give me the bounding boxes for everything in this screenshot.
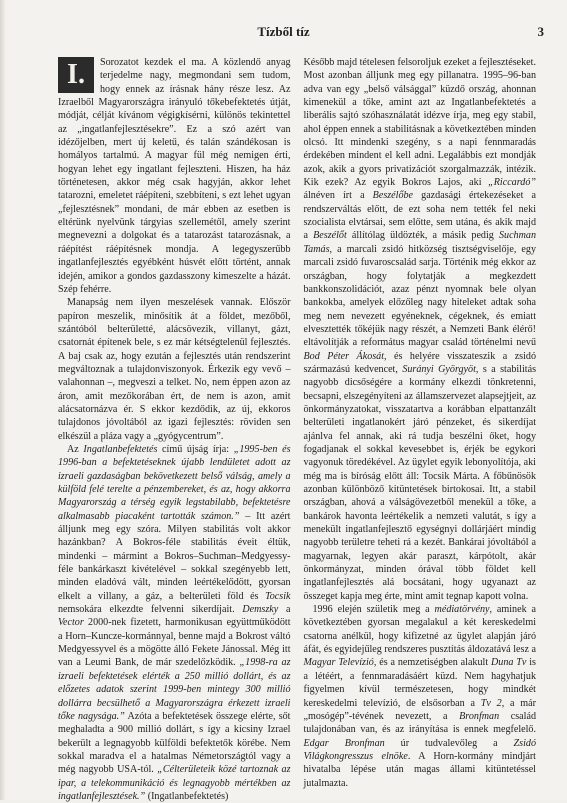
italic-text: Surányi Györgyöt (402, 363, 476, 375)
text-run: Azóta a befektetések összege elérte, sőt meghaladta a 900 millió dollárt, s így a kicsiny Izrael bekerült a legnagyobb külföldi befektetők körébe. Nem sokkal maradva el a hatalmas Németországtól vagy a még nagyobb USA-tól. (58, 710, 291, 776)
page-number: 3 (537, 24, 544, 39)
italic-text: Zsidó Világkongresszus elnöke (303, 737, 536, 762)
italic-text: Bod Péter Ákosát (303, 350, 385, 362)
text-run: . A Horn-kormány mindjárt hivatalba lépése után magas állami kitüntetéssel jutalmazta. (303, 750, 536, 789)
text-run: című újság írja: (157, 443, 234, 455)
text-run: – Itt azért álljunk meg egy szóra. Milyen stabilitás volt akkor hazánkban? A Bokros-féle stabilitás éveit éltük, mindenki – mármint a Bokros–Suchman–Medgyessy-féle bankárkaszt kivételével – sokkal szegényebb lett, minden eladóvá vált, minden leértékelődött, gyorsan elkelt a villany, a gáz, a belterületi föld és (58, 510, 291, 602)
paragraph-text: Manapság nem ilyen meszelések vannak. Először papíron meszelik, minősítik át a földet, mezőből, szántóból belterületté, alácsövezik, villanyt, gázt, csatornát építenek bele, s ez már kétségtelenül fejlesztés. A baj csak az, hogy ezután a fejlesztés után rendszerint megváltoznak a tulajdonviszonyok. Érkezik egy vevő – valahonnan –, megveszi a telket. No, nem éppen azon az áron, amit mezőkorában ért, de nem is azon, amit alácsatornázva ér. S ekkor kezdődik, az új, ekkoros tulajdonos jóvoltából az igazi fejlesztés: röviden sen elkészül a pláza vagy a „gyógycentrum”. (58, 297, 291, 442)
italic-text: Beszélőbe (372, 190, 414, 202)
text-run: úr tudvalevőleg a (384, 737, 514, 749)
running-title: Tízből tíz (257, 24, 310, 39)
text-run: , s a stabilitás nagyobb dicsőségére a kormány elkezdi tönkretenni, becsapni, elszegényíteni az államszervezet alapsejtjeit, az önkormányzatokat, visszatartva a korábban elpattanzált belterületi ingatlanokért járó pénzeket, és sikerdíjat ajánlva fel annak, aki rá tudja beszélni őket, hogy fogadjanak el sokkal kevesebbet is, érjék be egykori vagyonuk töredékével. Az ügylet egyik lebonyolítója, aki még ma is bíróság előtt áll: Tocsik Márta. A főbűnösök azonban különböző kitüntetések birtokosai. Itt, a stabil országban, ahová a válságövezetből menekül a tőke, a bankárok havonta leértékelik a nemzeti valutát, s így a menekült ingatlanfejlesztő egységnyi dollárjáért mindig nagyobb területre teheti rá a kezét. Bankárai jóvoltából a magyarnak, legyen akár paraszt, kárpótolt, akár önkormányzat, minden órával több földet kell ingatlanfejlesztés alá bocsátani, hogy ugyanazt az összeget kapja meg érte, mint amit tegnap kapott volna. (303, 363, 536, 602)
italic-text: Tocsik (265, 590, 291, 602)
italic-text: Bronfman (459, 710, 500, 722)
italic-text: Suchman Tamás (303, 230, 536, 255)
italic-text: médiatörvény (434, 604, 490, 616)
paragraph-text: Sorozatot kezdek el ma. A közlendő anyag terjedelme nagy, megmondani sem tudom, hogy ennek az írásnak hány része lesz. Az Izraelből Magyarországra irányuló tőkebefektetés útját, módját, célját kívánom végigkísérni, különös tekintettel az „ingatlanfejlesztésekre”. Ez a szó azért van idézőjelben, mert új keletű, és talán szándékosan is homályos tartalmú. A magyar fül még nemigen érti, hogyan lehet egy ingatlant fejleszteni. Hiszen, ha ház történetesen, akkor még csak hagyján, akkor lehet tatarozni, emeletet ráépíteni, szebbíteni, s ezt lehet ugyan „fejlesztésnek” mondani, de már ebben az esetben is eltérünk nyelvünk tárgyias szellemétől, amely szerint megnevezni a dolgokat és a tatarozást tatarozásnak, a ráépítést ráépítésnek mondja. A legegyszerűbb ingatlanfejlesztés egyébként húsvét előtt történt, annak idején, amikor a gondos gazdasszony kimeszelte a házát. Szép fehérre. (58, 57, 291, 295)
text-run: Később majd tételesen felsoroljuk ezeket a fejlesztéseket. Most azonban álljunk meg egy pillanatra. 1995–96-ban adva van egy „belső válsággal” küzdő ország, ahonnan kimenekül a tőke, amint azt az Ingatlanbefektetés a liberális sajtó szóhasználatát idézve írja, meg egy stabil, ahol éppen ennek a stabilitásnak a következtében minden olcsó. Itt mindenki szegény, s a napi fennmaradás érdekében mindent el kell adni. Legalábbis ezt mondják azok, akik a gyors privatizációt szorgalmazzák, intézik. Kik ezek? Az egyik Bokros Lajos, aki (303, 57, 536, 189)
italic-text: Duna Tv (491, 657, 527, 669)
paragraph (58, 443, 291, 803)
text-run: (Ingatlanbefektetés) (145, 790, 229, 802)
text-run: a (278, 604, 291, 616)
paragraph (58, 56, 291, 296)
text-run: , aminek a következtében gyorsan megalakul a két kereskedelmi csatorna anélkül, hogy kifizetné az ügylet alapján járó áfát, és egyidejűleg rendszeres pusztítás áldozatává lesz a (303, 604, 536, 656)
italic-text: „Riccardó” (488, 177, 536, 189)
text-run: , a már „mosógép”-tévének nevezett, a (303, 697, 536, 722)
italic-quote: „Célterületeik közé tartoznak az ipar, a telekommunikáció és legnagyobb mértékben az ingatlanfejlesztések.” (58, 764, 291, 802)
paragraph (304, 603, 537, 790)
italic-text: Edgar Bronfman (303, 737, 385, 749)
paragraph (58, 296, 291, 443)
italic-quote: „1998-ra az izraeli befektetések elérték a 250 millió dollárt, és az előzetes adatok szerint 1999-ben mintegy 300 millió dollárra becsülhető a Magyarországra érkezett izraeli tőke nagysága.” (58, 657, 291, 722)
left-column (58, 56, 291, 802)
paragraph (304, 56, 537, 603)
italic-text: Magyar Televízió (303, 657, 374, 669)
italic-text: Ingatlanbefektetés (83, 443, 158, 455)
page-fold-shadow (0, 0, 6, 800)
right-column (303, 56, 537, 789)
dropcap-numeral: I. (58, 57, 94, 93)
text-run: , a marcali zsidó hitközség tisztségviselője, egy marcali zsidó fuvaroscsalád sarja. Történik még ekkor az országban, hogy folytatják a megkezdett bankkonszolidációt, azaz pénzt nyomnak bele olyan bankokba, amelyek előzőleg nagy hiteleket adtak soha meg nem nevezett egyéneknek, cégeknek, és emiatt elvesztették tőkéjük nagy részét, a Nemzeti Bank élérő! eltávolítják a református magyar család történelmi nevű (303, 243, 536, 349)
italic-quote: „1995-ben és 1996-ban a befektetéseknek újabb lendületet adott az izraeli gazdaságban bekövetkezett belső válság, amely a külföld felé terelte a pénzembereket, és az, hogy akkorra Magyarország a térség egyik legstabilabb, befektetésre alkalmasabb piacaként tartották számon.” (58, 443, 291, 522)
text-run: 1996 elején születik meg a (312, 604, 435, 616)
text-run: gazdasági értekezéseket a rendszerváltás előtt, de ezt soha nem tették fel neki szocialista elvtársai, sem előtte, sem utána, és akik majd a (303, 190, 537, 242)
text-run: , és helyére visszateszik a zsidó származású kedvencet, (303, 350, 536, 375)
text-run: állítólag üldözték, a másik pedig (346, 230, 499, 242)
text-run: álnéven írt a (303, 190, 373, 202)
text-columns (58, 56, 537, 802)
italic-text: Vector (58, 617, 84, 629)
page-header (0, 24, 567, 44)
italic-text: Tv 2 (480, 697, 502, 709)
text-run: nemsokára elkezdte felvenni sikerdíjait. (58, 604, 243, 616)
text-run: Az (67, 443, 84, 455)
text-run: is a létéért, a fennmaradásáért küzd. Nem hagyhatjuk figyelmen kívül természetesen, hogy mindkét kereskedelmi televízió, de elsősorban a (303, 657, 536, 709)
text-run: , és a nemzetiségben alakult (373, 657, 491, 669)
text-run: család tulajdonában van, és az irányítása is ennek megfelelő. (303, 710, 536, 736)
text-run: 2000-nek fizetett, harmonikusan együttműködött a Horn–Kuncze-kormánnyal, benne majd a Bokrost váltó Medgyessyvel és a mögötte álló Fekete Jánossal. Még itt van a Leumi Bank, de már szedelőzködik. (58, 617, 291, 669)
italic-text: Demszky (242, 604, 279, 616)
italic-text: Beszélőt (313, 230, 347, 242)
